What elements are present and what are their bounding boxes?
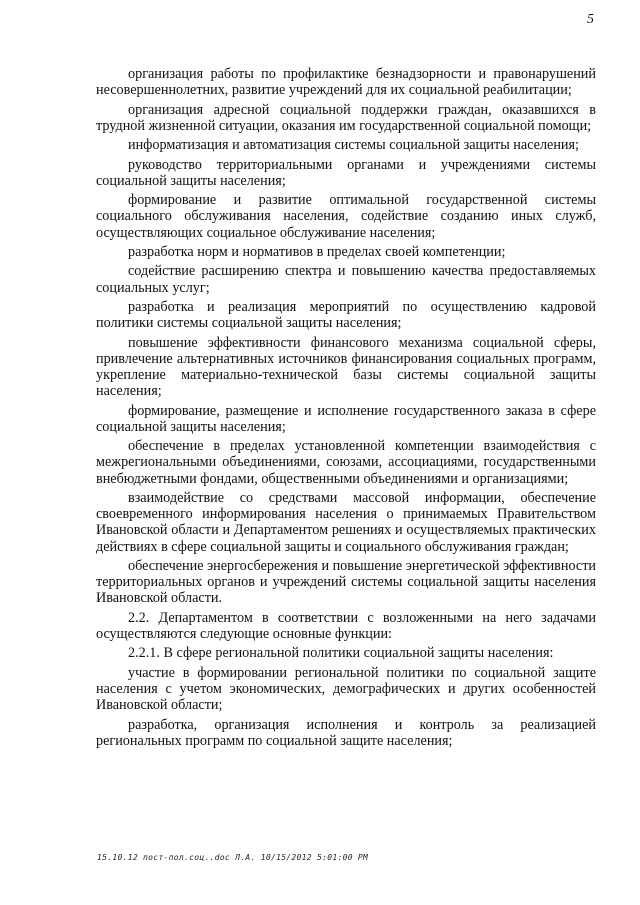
- paragraph: формирование, размещение и исполнение государственного заказа в сфере социальной защиты населения;: [96, 402, 596, 435]
- paragraph: обеспечение энергосбережения и повышение энергетической эффективности территориальных органов и учреждений системы социальной защиты населения Ивановской области.: [96, 557, 596, 607]
- paragraph: организация работы по профилактике безнадзорности и правонарушений несовершеннолетних, развитие учреждений для их социальной реабилитации;: [96, 66, 596, 99]
- page-number: 5: [587, 12, 594, 27]
- document-footer: 15.10.12 пост-пол.соц..doc Л.А. 10/15/2012 5:01:00 PM: [97, 853, 369, 862]
- subsection-heading: 2.2.1. В сфере региональной политики социальной защиты населения:: [128, 645, 554, 662]
- paragraph: взаимодействие со средствами массовой информации, обеспечение своевременного информирования населения о принимаемых Правительством Ивановской области и Департаментом решениях и осуществляемых практических действиях в сфере социальной защиты и социального обслуживания граждан;: [96, 489, 596, 555]
- document-body: [96, 66, 596, 752]
- paragraph: организация адресной социальной поддержки граждан, оказавшихся в трудной жизненной ситуации, оказания им государственной социальной помощи;: [96, 101, 596, 134]
- paragraph: обеспечение в пределах установленной компетенции взаимодействия с межрегиональными объединениями, союзами, ассоциациями, государственными внебюджетными фондами, общественными объединениями и организациями;: [96, 438, 596, 487]
- paragraph: информатизация и автоматизация системы социальной защиты населения;: [128, 137, 579, 154]
- paragraph: участие в формировании региональной политики по социальной защите населения с учетом экономических, демографических и других особенностей Ивановской области;: [96, 664, 596, 714]
- paragraph: руководство территориальными органами и учреждениями системы социальной защиты населения;: [96, 156, 596, 189]
- section-paragraph: 2.2. Департаментом в соответствии с возложенными на него задачами осуществляются следующие основные функции:: [96, 609, 596, 642]
- paragraph: содействие расширению спектра и повышению качества предоставляемых социальных услуг;: [96, 263, 596, 296]
- paragraph: разработка, организация исполнения и контроль за реализацией региональных программ по социальной защите населения;: [96, 716, 596, 749]
- paragraph: разработка норм и нормативов в пределах своей компетенции;: [128, 243, 506, 260]
- paragraph: повышение эффективности финансового механизма социальной сферы, привлечение альтернативных источников финансирования социальных программ, укрепление материально-технической базы системы социальной защиты населения;: [96, 334, 596, 400]
- paragraph: формирование и развитие оптимальной государственной системы социального обслуживания населения, содействие созданию иных служб, осуществляющих социальное обслуживание населения;: [96, 192, 596, 241]
- paragraph: разработка и реализация мероприятий по осуществлению кадровой политики системы социальной защиты населения;: [96, 298, 596, 332]
